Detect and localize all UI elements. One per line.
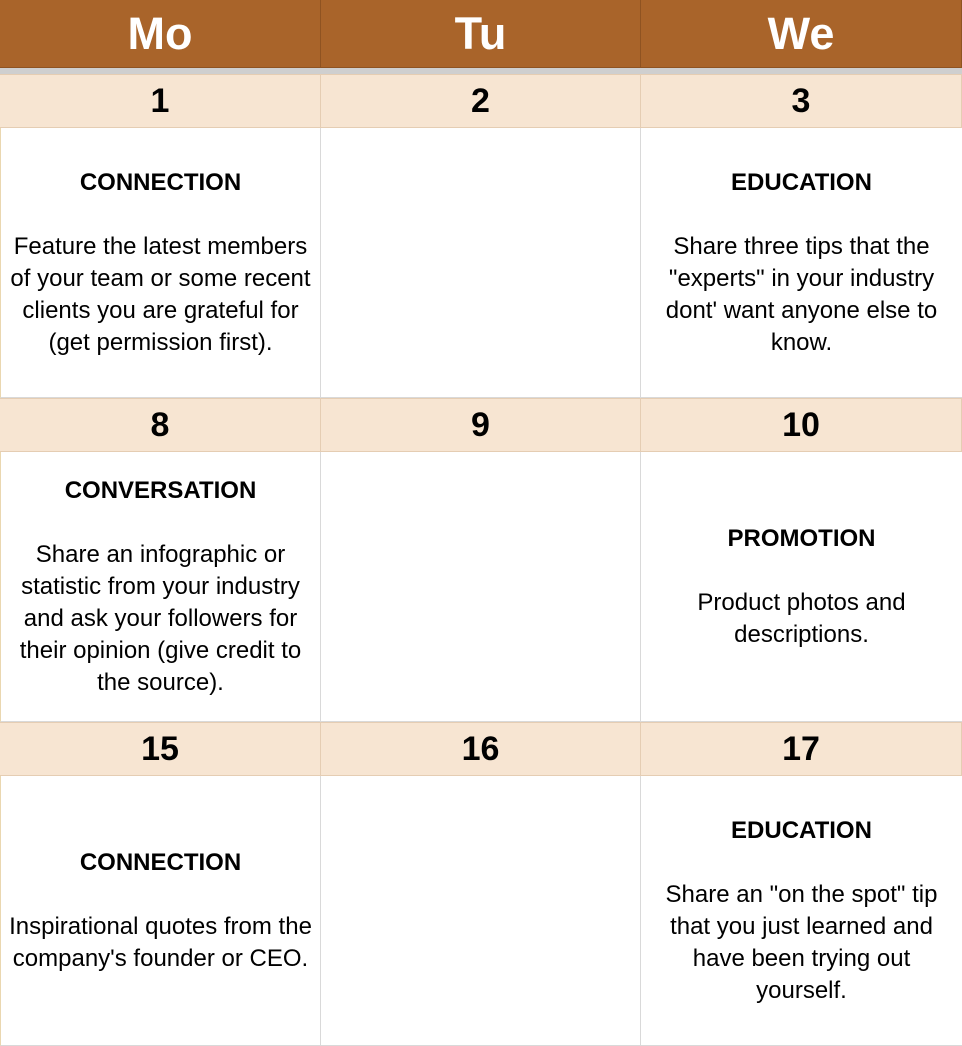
post-category: EDUCATION <box>731 168 872 196</box>
post-category: CONNECTION <box>79 168 242 196</box>
day-number[interactable]: 8 <box>0 398 321 452</box>
post-idea: Inspirational quotes from the company's founder or CEO. <box>9 912 312 972</box>
post-category: CONNECTION <box>79 848 242 876</box>
post-category: CONVERSATION <box>64 476 257 504</box>
post-category: EDUCATION <box>731 816 872 844</box>
post-idea: Share an "on the spot" tip that you just learned and have been trying out yourself. <box>665 880 938 1004</box>
day-cell-empty[interactable] <box>321 452 641 722</box>
day-number[interactable]: 2 <box>321 74 641 128</box>
post-category: PROMOTION <box>727 524 876 552</box>
day-cell[interactable] <box>641 128 962 398</box>
post-idea: Share three tips that the "experts" in your industry dont' want anyone else to know. <box>665 232 938 356</box>
day-cell-empty[interactable] <box>321 128 641 398</box>
day-cell-empty[interactable] <box>321 776 641 1046</box>
day-number[interactable]: 3 <box>641 74 962 128</box>
day-cell[interactable] <box>641 452 962 722</box>
day-number[interactable]: 16 <box>321 722 641 776</box>
day-cell[interactable] <box>0 452 321 722</box>
post-idea: Product photos and descriptions. <box>697 588 906 648</box>
day-cell[interactable] <box>0 776 321 1046</box>
weekday-header-tu: Tu <box>321 0 641 68</box>
day-number[interactable]: 15 <box>0 722 321 776</box>
post-idea: Feature the latest members of your team or some recent clients you are grateful for (get permission first). <box>10 232 311 356</box>
post-idea: Share an infographic or statistic from your industry and ask your followers for their opinion (give credit to the source). <box>19 540 302 696</box>
day-cell[interactable] <box>641 776 962 1046</box>
day-number[interactable]: 9 <box>321 398 641 452</box>
day-number[interactable]: 1 <box>0 74 321 128</box>
weekday-header-mo: Mo <box>0 0 321 68</box>
day-number[interactable]: 17 <box>641 722 962 776</box>
day-cell[interactable] <box>0 128 321 398</box>
day-number[interactable]: 10 <box>641 398 962 452</box>
weekday-header-we: We <box>641 0 962 68</box>
